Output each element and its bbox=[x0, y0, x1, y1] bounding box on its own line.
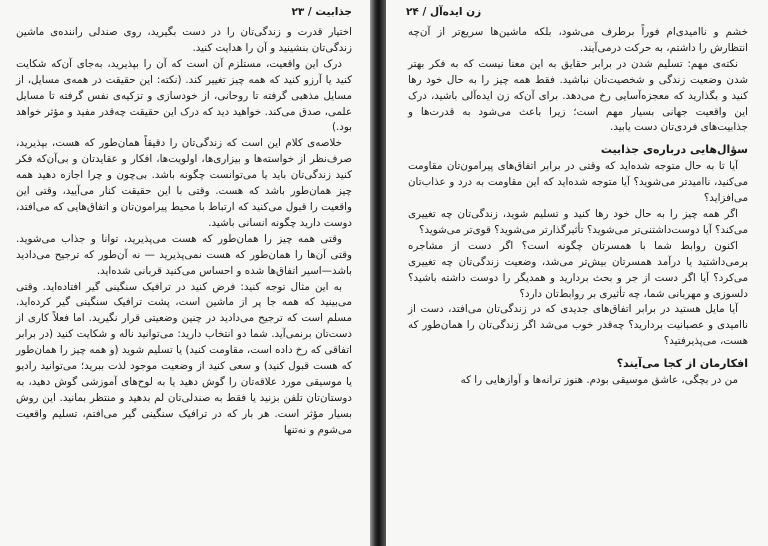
section-heading-1: سؤال‌هایی درباره‌ی جذابیت bbox=[600, 143, 748, 157]
section-heading-2: افکارمان از کجا می‌آیند؟ bbox=[616, 357, 748, 371]
page-header-right: ۲۴ / زن ایده‌آل bbox=[406, 6, 482, 18]
right-page bbox=[386, 0, 768, 546]
left-paragraph-4: وقتی همه چیز را همان‌طور که هست می‌پذیرید، توانا و جذاب می‌شوید. وقتی آن‌ها را همان‌طور که هست نمی‌پذیرید — نه آن‌طور که ترجیح می‌دادید باشد—اسیر اتفاق‌ها شده و احساس می‌کنید قربانی شده‌اید. bbox=[16, 232, 352, 277]
right-paragraph-4: اگر همه چیز را به حال خود رها کنید و تسلیم شوید، زندگی‌تان چه تغییری می‌کند؟ آیا دوست‌داشتنی‌تر می‌شوید؟ تأثیرگذارتر می‌شوید؟ قوی‌تر می‌شوید؟ bbox=[408, 207, 748, 236]
left-paragraph-3: خلاصه‌ی کلام این است که زندگی‌تان را دقیقاً همان‌طور که هست، بپذیرید، صرف‌نظر از خواسته‌ها و بیزاری‌ها، اولویت‌ها، افکار و عقایدتان و بی‌آن‌که فکر کنید زندگی‌تان باید یا می‌توانست چگونه باشد. بی‌چون و چرا اجازه دهید همه چیز همان‌طور باشد که هست. وقتی با این حقیقت کنار می‌آیید، وقتی این واقعیت را قبول می‌کنید که ارتباط با محیط پیرامون‌تان و اتفاق‌هایی که می‌افتد، دوست دارید چگونه انسانی باشید. bbox=[16, 137, 352, 229]
book-spine bbox=[370, 0, 386, 546]
right-paragraph-2: نکته‌ی مهم: تسلیم شدن در برابر حقایق به این معنا نیست که به فکر بهتر شدن وضعیت زندگی و شخصیت‌تان نباشید. فقط همه چیز را به حال خود رها کنید و بگذارید که معجزه‌آسایی رخ می‌دهد. برای آن‌که زن ایده‌آلی باشید، درک این واقعیت جهانی بسیار مهم است؛ زیرا باعث می‌شود به قدرت‌ها و جذابیت‌های فردی‌تان دست یابید. bbox=[408, 57, 748, 134]
right-paragraph-6: آیا مایل هستید در برابر اتفاق‌های جدیدی که در زندگی‌تان می‌افتد، دست از ناامیدی و عصبانیت بردارید؟ چه‌قدر خوب می‌شد اگر زندگی‌تان را همان‌طور که هست، می‌پذیرفتید؟ bbox=[408, 303, 748, 348]
right-page-text bbox=[408, 25, 748, 389]
right-paragraph-5: اکنون روابط شما با همسرتان چگونه است؟ اگر دست از مشاجره برمی‌داشتید یا درآمد همسرتان بیش‌تر می‌شد، وضعیت زندگی‌تان چه تغییری می‌کرد؟ آیا اگر دست از جر و بحث بردارید و همدیگر را دوست داشته باشید؟ دلسوزی و مهربانی شما، چه تأثیری بر روابط‌تان دارد؟ bbox=[408, 239, 748, 300]
left-paragraph-1: اختیار قدرت و زندگی‌تان را در دست بگیرید، روی صندلی راننده‌ی ماشین زندگی‌تان بنشینید و آن را هدایت کنید. bbox=[16, 26, 352, 54]
left-page-text bbox=[16, 25, 352, 439]
left-page bbox=[0, 0, 370, 546]
right-paragraph-1: خشم و ناامیدی‌ام فوراً برطرف می‌شود، بلکه ماشین‌ها سریع‌تر از آن‌چه انتظارش را داشتم، به حرکت درمی‌آیند. bbox=[408, 26, 748, 54]
page-header-left: جذابیت / ۲۳ bbox=[291, 6, 352, 18]
left-paragraph-2: درک این واقعیت، مستلزم آن است که آن را بپذیرید، به‌جای آن‌که شکایت کنید یا آرزو کنید که همه چیز تغییر کند. (نکته: این حقیقت در همه‌ی مسایل، از مسایل مذهبی گرفته تا روحانی، از خودسازی و تزکیه‌ی نفس گرفته تا مسایل علمی، صدق می‌کند. خواهید دید که درک این حقیقت چه‌قدر مفید و مؤثر خواهد بود.) bbox=[16, 57, 352, 134]
left-paragraph-5: به این مثال توجه کنید: فرض کنید در ترافیک سنگینی گیر افتاده‌اید. وقتی می‌بینید که همه جا پر از ماشین است، پشت ترافیک سنگینی گیر کرده‌اید. مسلم است که ترجیح می‌دادید در چنین وضعیتی قرار نگیرید. اما فعلاً کاری از دست‌تان برنمی‌آید. شما دو انتخاب دارید: می‌توانید ناله و شکایت کنید (در برابر اتفاقی که رخ داده است، مقاومت کنید) یا تسلیم شوید (و همه چیز را همان‌طور که هست قبول کنید) و سعی کنید از وضعیت موجود لذت ببرید؛ می‌توانید رادیو یا موسیقی مورد علاقه‌تان را گوش دهید یا به لوح‌های آموزشی گوش دهید، به دوستان‌تان تلفن بزنید یا فقط به صندلی‌تان لم بدهید و منتظر بمانید. این روش بسیار مؤثر است. هر بار که در ترافیک سنگینی گیر می‌افتم، تسلیم واقعیت می‌شوم و نه‌تنها bbox=[16, 280, 352, 436]
right-paragraph-7: من در بچگی، عاشق موسیقی بودم. هنوز ترانه‌ها و آوازهایی را که bbox=[460, 374, 738, 387]
right-paragraph-3: آیا تا به حال متوجه شده‌اید که وقتی در برابر اتفاق‌های پیرامون‌تان مقاومت می‌کنید، ناامیدتر می‌شوید؟ آیا متوجه شده‌اید که این مقاومت به درد و عذاب‌تان می‌افزاید؟ bbox=[408, 160, 748, 205]
